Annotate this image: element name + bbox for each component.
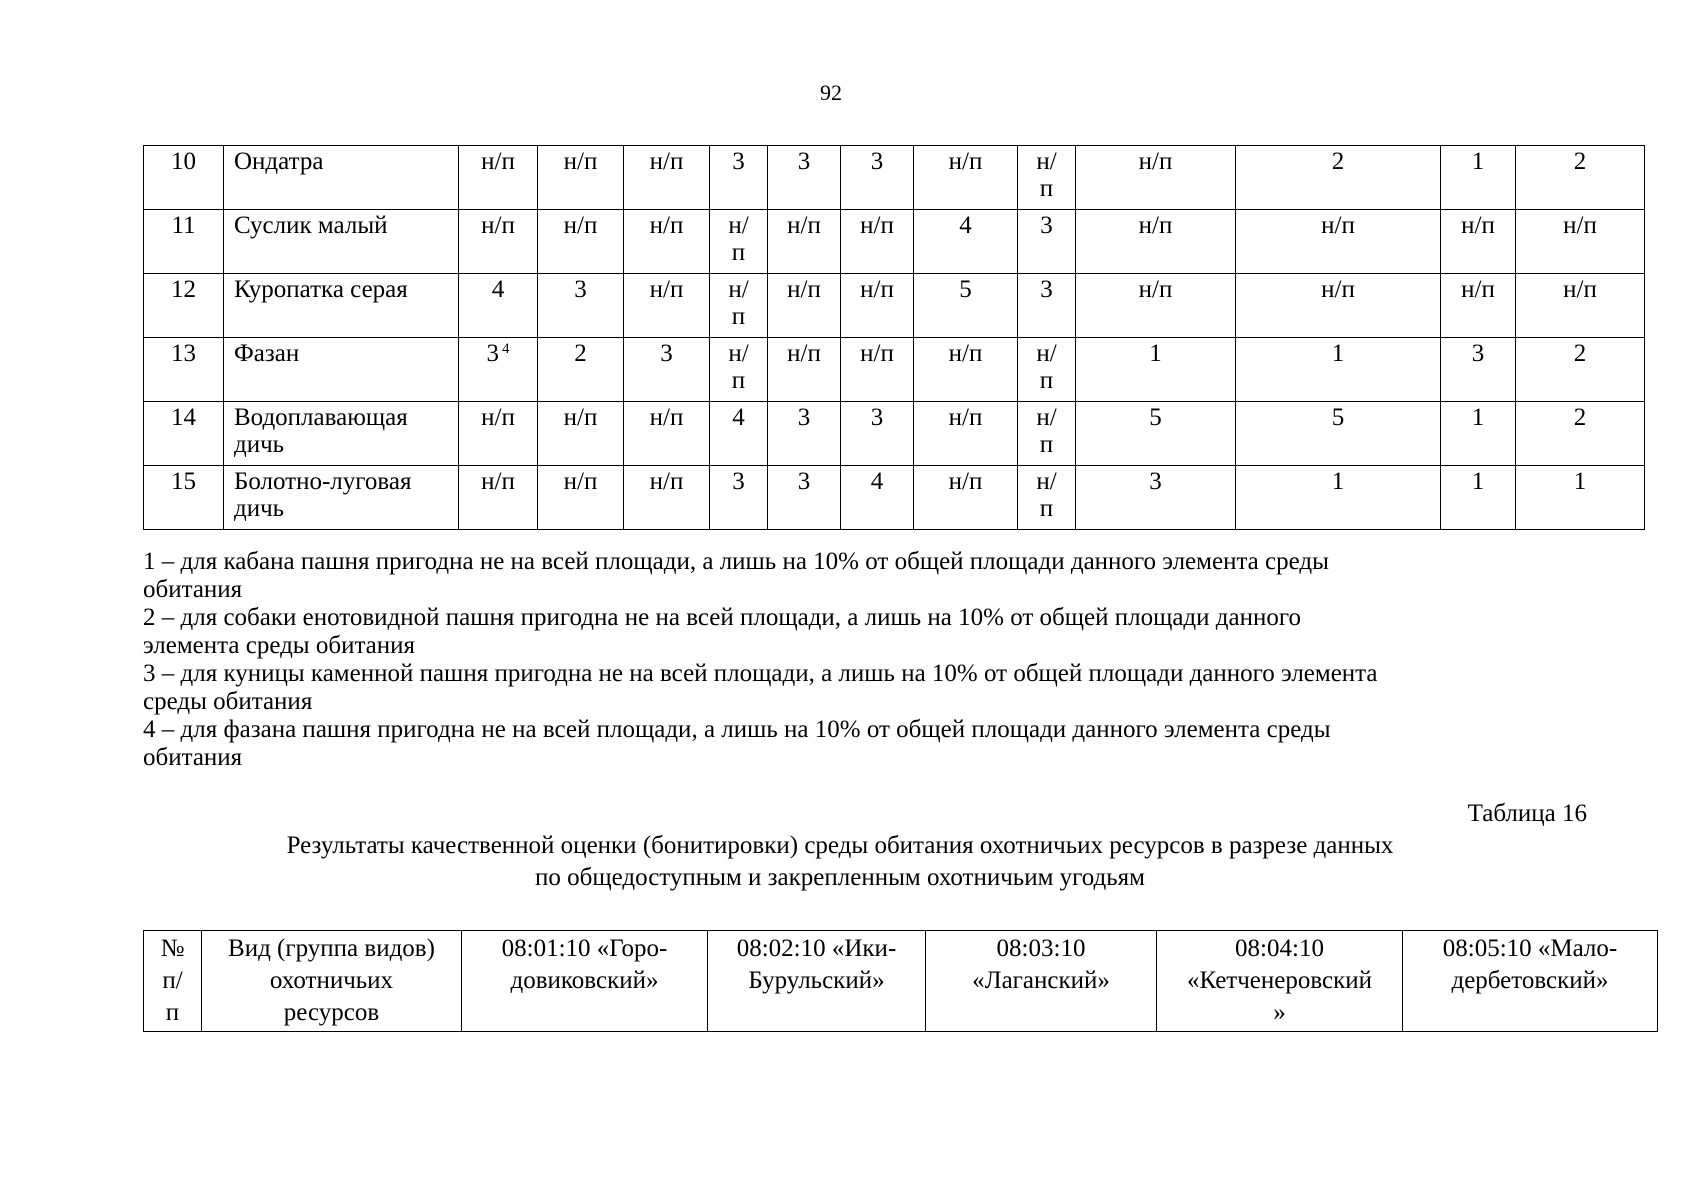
table-row — [144, 274, 1645, 338]
table-title: Результаты качественной оценки (бонитировки) среды обитания охотничьих ресурсов в разрезе данных по общедоступным и закрепленным охотничьим угодьям — [286, 832, 1394, 891]
value-cell — [624, 402, 710, 466]
value-cell — [459, 466, 538, 530]
cell-value: н/п — [860, 340, 894, 367]
cell-value: н/ п — [728, 340, 749, 394]
cell-value: н/п — [787, 212, 821, 239]
cell-value: 5 — [1149, 404, 1162, 431]
species-name: Суслик малый — [224, 210, 459, 274]
header-cell: 08:02:10 «Ики- Бурульский» — [708, 931, 926, 1032]
value-cell — [459, 146, 538, 210]
header-cell: 08:05:10 «Мало- дербетовский» — [1403, 931, 1658, 1032]
cell-value: н/п — [481, 212, 515, 239]
value-cell — [914, 210, 1018, 274]
header-cell: 08:04:10 «Кетченеровский » — [1157, 931, 1403, 1032]
cell-value: н/п — [563, 404, 598, 431]
cell-value: н/ п — [1036, 468, 1057, 522]
value-cell — [1076, 466, 1236, 530]
cell-value: н/п — [1321, 212, 1355, 239]
species-name: Куропатка серая — [224, 274, 459, 338]
value-cell — [710, 338, 768, 402]
cell-value: 4 — [491, 276, 505, 303]
cell-value: н/п — [1563, 276, 1597, 303]
page-number: 92 — [820, 80, 842, 105]
cell-value: 3 — [870, 404, 884, 431]
cell-value: 1 — [1149, 340, 1162, 367]
cell-value: н/п — [481, 404, 515, 431]
value-cell — [538, 466, 624, 530]
value-cell — [1018, 210, 1076, 274]
cell-value: 3 — [797, 148, 811, 175]
cell-value: 4 — [870, 468, 884, 495]
cell-value: н/п — [481, 468, 515, 495]
cell-value: 1 — [1471, 404, 1485, 431]
table-header-row — [144, 931, 1658, 1032]
value-cell — [1441, 210, 1516, 274]
value-cell — [624, 274, 710, 338]
cell-value: н/п — [948, 148, 983, 175]
value-cell — [624, 338, 710, 402]
bonitirovka-table — [143, 930, 1658, 1032]
species-name: Водоплавающая дичь — [224, 402, 459, 466]
header-cell: 08:01:10 «Горо- довиковский» — [462, 931, 708, 1032]
table-row — [144, 466, 1645, 530]
value-cell — [1441, 338, 1516, 402]
value-cell — [1076, 274, 1236, 338]
cell-value: 3 — [732, 148, 745, 175]
value-cell — [1076, 402, 1236, 466]
value-cell — [1236, 146, 1441, 210]
value-cell — [710, 274, 768, 338]
value-cell — [1516, 338, 1645, 402]
value-cell — [1236, 210, 1441, 274]
cell-value: н/п — [649, 212, 684, 239]
cell-value: н/п — [860, 276, 894, 303]
species-name: Ондатра — [224, 146, 459, 210]
value-cell — [1018, 402, 1076, 466]
cell-value: н/п — [1138, 276, 1173, 303]
footnote: 4 – для фазана пашня пригодна не на всей площади, а лишь на 10% от общей площади данного элемента среды обитания — [143, 716, 1331, 771]
cell-value: н/п — [563, 212, 598, 239]
value-cell — [538, 338, 624, 402]
value-cell — [768, 402, 841, 466]
cell-value: н/п — [1563, 212, 1597, 239]
cell-value: н/п — [787, 276, 821, 303]
species-table-continued — [143, 145, 1645, 530]
cell-value: 3 — [870, 148, 884, 175]
cell-value: н/п — [563, 148, 598, 175]
value-cell — [841, 466, 914, 530]
value-cell — [624, 210, 710, 274]
value-cell — [710, 402, 768, 466]
cell-value: 3 — [797, 404, 811, 431]
row-number: 12 — [144, 274, 224, 338]
table-row — [144, 338, 1645, 402]
cell-value: н/п — [563, 468, 598, 495]
row-number: 11 — [144, 210, 224, 274]
cell-value: н/п — [948, 468, 983, 495]
value-cell — [710, 146, 768, 210]
value-cell — [459, 338, 538, 402]
value-cell — [768, 466, 841, 530]
cell-value: 1 — [1471, 468, 1485, 495]
footnote: 2 – для собаки енотовидной пашня пригодна не на всей площади, а лишь на 10% от общей площади данного элемента среды обитания — [143, 604, 1301, 659]
cell-value: 1 — [1331, 340, 1345, 367]
cell-value: н/п — [1138, 212, 1173, 239]
value-cell — [914, 274, 1018, 338]
value-cell — [624, 466, 710, 530]
footnote: 1 – для кабана пашня пригодна не на всей площади, а лишь на 10% от общей площади данного элемента среды обитания — [143, 548, 1329, 603]
cell-value: 3 — [1149, 468, 1162, 495]
value-cell — [841, 338, 914, 402]
cell-value: н/п — [1138, 148, 1173, 175]
header-cell: 08:03:10 «Лаганский» — [926, 931, 1157, 1032]
table-label: Таблица 16 — [1467, 800, 1587, 827]
cell-value: н/п — [649, 404, 684, 431]
cell-value: 1 — [1471, 148, 1485, 175]
cell-value: 2 — [574, 340, 587, 367]
cell-value: 3 — [1040, 276, 1053, 303]
value-cell — [1441, 402, 1516, 466]
value-cell — [841, 210, 914, 274]
cell-value: н/ п — [1036, 404, 1057, 458]
cell-value: 4 — [732, 404, 745, 431]
cell-value: 3 — [574, 276, 587, 303]
value-cell — [538, 274, 624, 338]
cell-value: н/п — [649, 468, 684, 495]
cell-value: н/ п — [728, 212, 749, 266]
value-cell — [914, 146, 1018, 210]
value-cell — [1516, 466, 1645, 530]
row-number: 10 — [144, 146, 224, 210]
value-cell — [1018, 338, 1076, 402]
value-cell — [624, 146, 710, 210]
cell-value: 2 — [1573, 404, 1587, 431]
value-cell — [538, 146, 624, 210]
value-cell — [1441, 274, 1516, 338]
cell-value: н/п — [649, 148, 684, 175]
value-cell — [1516, 402, 1645, 466]
row-number: 14 — [144, 402, 224, 466]
value-cell — [1236, 338, 1441, 402]
value-cell — [841, 274, 914, 338]
cell-value: 3 — [486, 340, 499, 367]
value-cell — [1076, 146, 1236, 210]
cell-value: н/п — [948, 404, 983, 431]
value-cell — [710, 210, 768, 274]
cell-value: 2 — [1573, 340, 1587, 367]
value-cell — [459, 274, 538, 338]
value-cell — [538, 402, 624, 466]
species-name: Болотно-луговая дичь — [224, 466, 459, 530]
cell-value: 4 — [959, 212, 972, 239]
value-cell — [1236, 402, 1441, 466]
value-cell — [914, 466, 1018, 530]
value-cell — [914, 338, 1018, 402]
cell-value: н/ п — [728, 276, 749, 330]
cell-value: н/ п — [1036, 340, 1057, 394]
value-cell — [459, 402, 538, 466]
footnote: 3 – для куницы каменной пашня пригодна не на всей площади, а лишь на 10% от общей площади данного элемента среды обитания — [143, 660, 1378, 715]
cell-value: н/п — [860, 212, 894, 239]
value-cell — [1236, 274, 1441, 338]
header-cell: № п/ п — [144, 931, 202, 1032]
value-cell — [768, 210, 841, 274]
value-cell — [1441, 146, 1516, 210]
value-cell — [1441, 466, 1516, 530]
value-cell — [841, 402, 914, 466]
cell-value: 3 — [1040, 212, 1053, 239]
cell-value: 1 — [1331, 468, 1345, 495]
cell-value: н/п — [481, 148, 515, 175]
table-row — [144, 210, 1645, 274]
value-cell — [1516, 146, 1645, 210]
table-row — [144, 402, 1645, 466]
value-cell — [1076, 338, 1236, 402]
value-cell — [768, 338, 841, 402]
value-cell — [1018, 274, 1076, 338]
value-cell — [1516, 210, 1645, 274]
cell-value: н/п — [649, 276, 684, 303]
value-cell — [710, 466, 768, 530]
value-cell — [841, 146, 914, 210]
cell-value: н/п — [1461, 276, 1495, 303]
value-cell — [1018, 146, 1076, 210]
value-cell — [768, 146, 841, 210]
cell-value: н/п — [787, 340, 821, 367]
cell-value: 5 — [1331, 404, 1345, 431]
value-cell — [459, 210, 538, 274]
value-cell — [768, 274, 841, 338]
value-cell — [1076, 210, 1236, 274]
value-cell — [538, 210, 624, 274]
row-number: 13 — [144, 338, 224, 402]
footnotes — [143, 548, 1663, 772]
cell-value: 3 — [660, 340, 673, 367]
value-cell — [1236, 466, 1441, 530]
value-cell — [1018, 466, 1076, 530]
cell-value: н/п — [1321, 276, 1355, 303]
cell-value: 2 — [1573, 148, 1587, 175]
cell-value: н/п — [948, 340, 983, 367]
row-number: 15 — [144, 466, 224, 530]
cell-value: 3 — [1471, 340, 1485, 367]
footnote-marker: 4 — [502, 341, 510, 357]
value-cell — [914, 402, 1018, 466]
table-row — [144, 146, 1645, 210]
value-cell — [1516, 274, 1645, 338]
cell-value: н/п — [1461, 212, 1495, 239]
cell-value: 3 — [732, 468, 745, 495]
cell-value: 2 — [1331, 148, 1345, 175]
cell-value: 1 — [1573, 468, 1587, 495]
cell-value: н/ п — [1036, 148, 1057, 202]
cell-value: 5 — [959, 276, 972, 303]
cell-value: 3 — [797, 468, 811, 495]
species-name: Фазан — [224, 338, 459, 402]
header-cell: Вид (группа видов) охотничьих ресурсов — [202, 931, 462, 1032]
